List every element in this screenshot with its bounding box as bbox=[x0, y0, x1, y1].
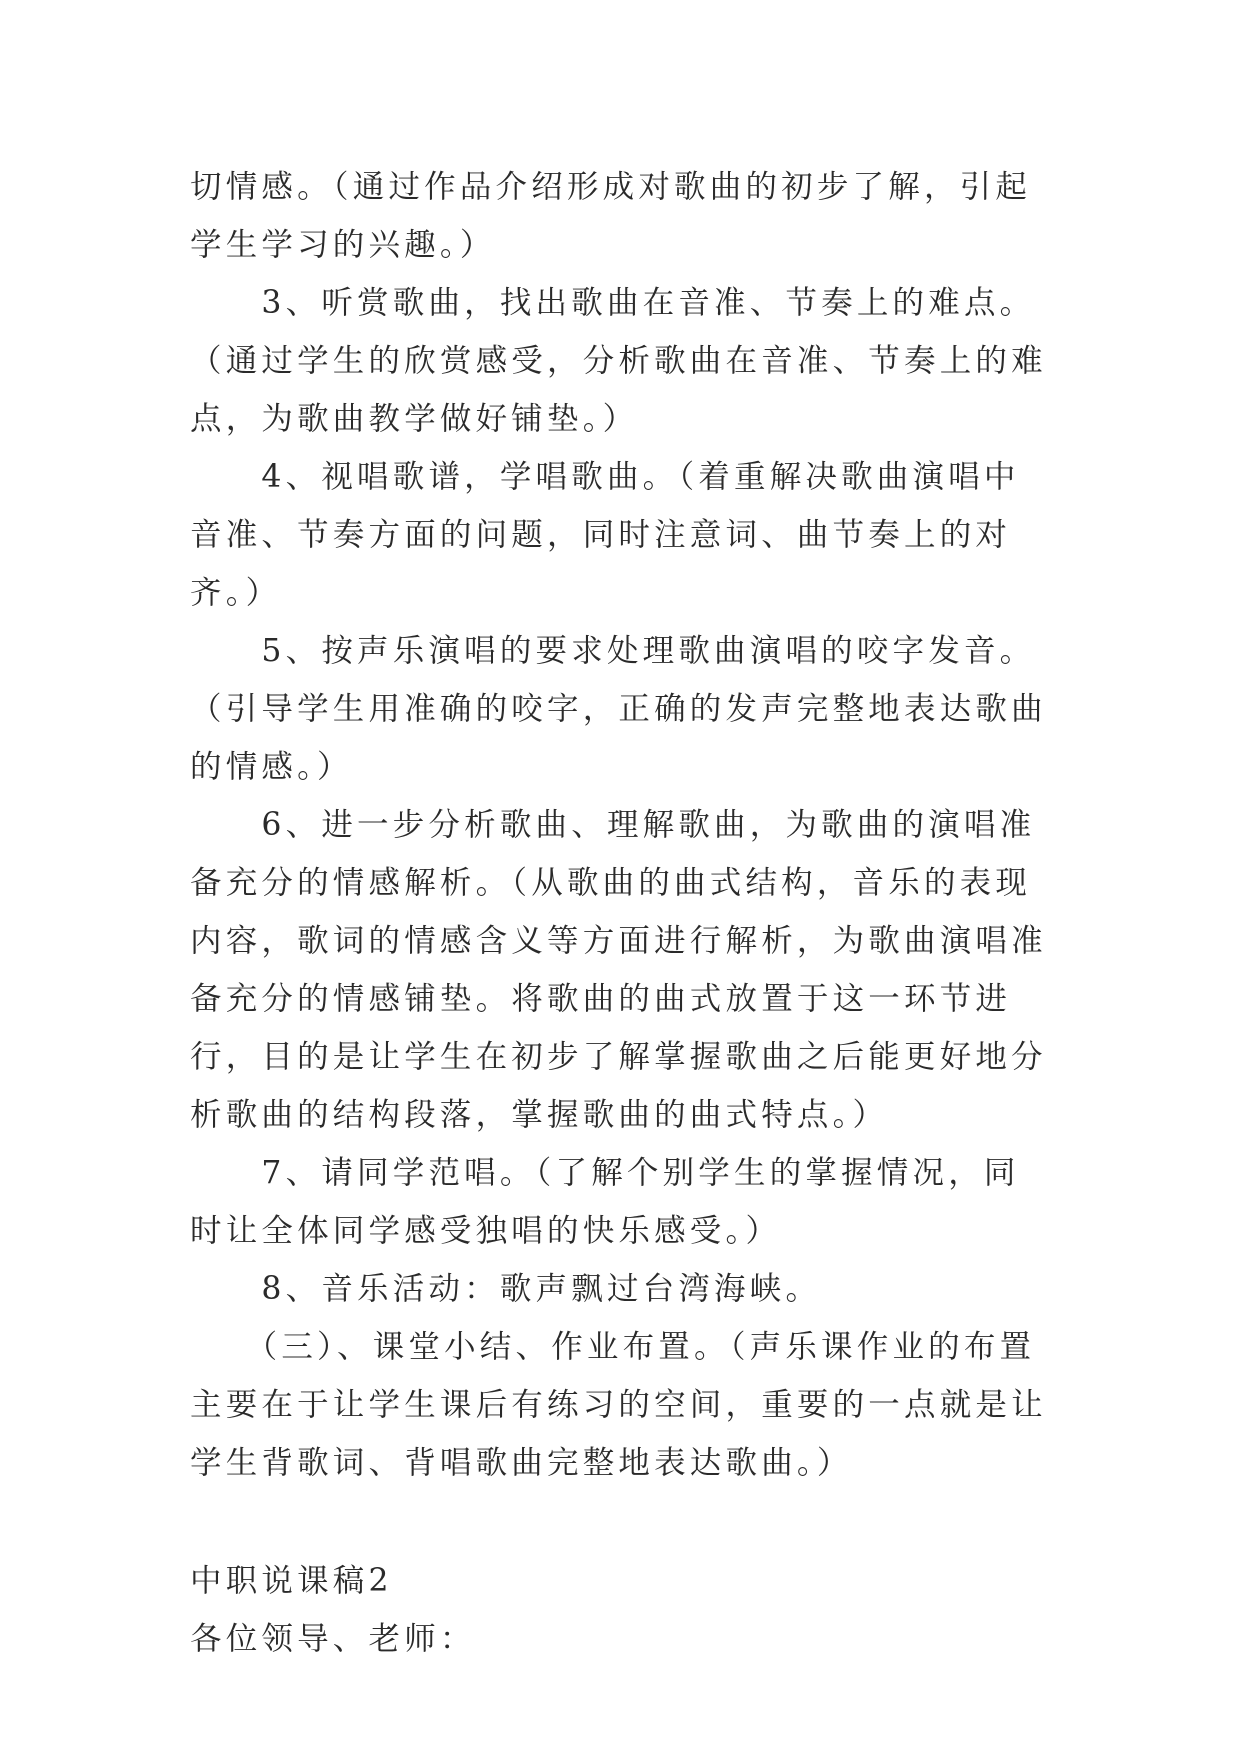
salutation: 各位领导、老师： bbox=[190, 1621, 476, 1657]
paragraph-step-7: 7、请同学范唱。（了解个别学生的掌握情况，同时让全体同学感受独唱的快乐感受。） bbox=[190, 1155, 1020, 1249]
paragraph-step-6: 6、进一步分析歌曲、理解歌曲，为歌曲的演唱准备充分的情感解析。（从歌曲的曲式结构，音乐的表现内容，歌词的情感含义等方面进行解析，为歌曲演唱准备充分的情感铺垫。将歌曲的曲式放置于这一环节进行，目的是让学生在初步了解掌握歌曲之后能更好地分析歌曲的结构段落，掌握歌曲的曲式特点。） bbox=[190, 807, 1047, 1133]
document-body bbox=[190, 158, 1050, 1668]
paragraph-step-5: 5、按声乐演唱的要求处理歌曲演唱的咬字发音。（引导学生用准确的咬字，正确的发声完整地表达歌曲的情感。） bbox=[190, 633, 1047, 785]
paragraph-summary: （三）、课堂小结、作业布置。（声乐课作业的布置主要在于让学生课后有练习的空间，重要的一点就是让学生背歌词、背唱歌曲完整地表达歌曲。） bbox=[190, 1329, 1047, 1481]
paragraph-intro-end: 切情感。（通过作品介绍形成对歌曲的初步了解，引起学生学习的兴趣。） bbox=[190, 169, 1032, 263]
paragraph-step-4: 4、视唱歌谱，学唱歌曲。（着重解决歌曲演唱中音准、节奏方面的问题，同时注意词、曲节奏上的对齐。） bbox=[190, 459, 1020, 611]
section-title: 中职说课稿2 bbox=[190, 1563, 393, 1599]
paragraph-step-8: 8、音乐活动：歌声飘过台湾海峡。 bbox=[190, 1271, 822, 1307]
paragraph-step-3: 3、听赏歌曲，找出歌曲在音准、节奏上的难点。（通过学生的欣赏感受，分析歌曲在音准、节奏上的难点，为歌曲教学做好铺垫。） bbox=[190, 285, 1047, 437]
